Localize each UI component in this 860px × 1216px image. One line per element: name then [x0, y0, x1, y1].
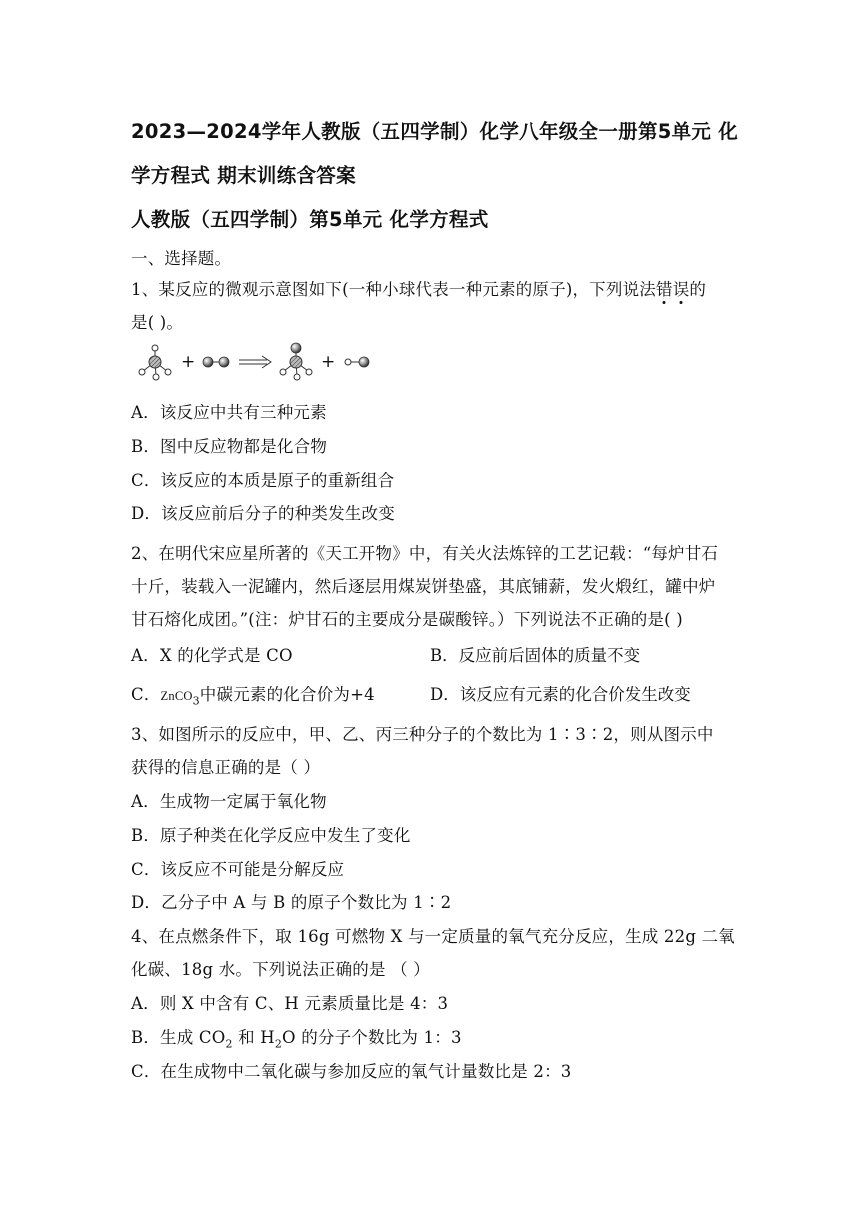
- q2-option-c-subscript: 3: [192, 694, 200, 708]
- q1-option-c: C．该反应的本质是原子的重新组合: [131, 471, 395, 490]
- reaction-diagram: [131, 340, 391, 384]
- q4-stem-line-2: 化碳、18g 水。下列说法正确的是 （ ）: [131, 960, 430, 979]
- section-heading: 一、选择题。: [131, 249, 232, 268]
- q2-option-b: B．反应前后固体的质量不变: [430, 646, 641, 665]
- q1-emphasis-char-2: 误: [672, 280, 690, 299]
- q1-stem-line-1: [131, 276, 706, 300]
- q4-option-b-text-3: O 的分子个数比为 1：3: [282, 1028, 462, 1047]
- q1-option-d: D．该反应前后分子的种类发生改变: [131, 504, 395, 523]
- q2-stem-line-1: 2、在明代宋应星所著的《天工开物》中，有关火法炼锌的工艺记载：“每炉甘石: [131, 544, 719, 563]
- q1-emphasis-char-1: 错: [655, 280, 673, 299]
- q2-stem-line-3: 甘石熔化成团。”(注：炉甘石的主要成分是碳酸锌。）下列说法不正确的是( ): [131, 610, 683, 629]
- product-molecule-1: [280, 343, 312, 380]
- q2-option-c-text: 中碳元素的化合价为+4: [199, 685, 375, 704]
- q3-option-a: A．生成物一定属于氧化物: [131, 792, 327, 811]
- q2-option-c: [131, 681, 375, 707]
- plus-sign-2: +: [321, 352, 336, 372]
- q4-option-a: A．则 X 中含有 C、H 元素质量比是 4：3: [131, 994, 449, 1013]
- q4-option-c: C．在生成物中二氧化碳与参加反应的氧气计量数比是 2：3: [131, 1062, 572, 1081]
- document-subtitle: 人教版（五四学制）第5单元 化学方程式: [131, 208, 489, 231]
- q4-option-b-sub-2: 2: [274, 1037, 283, 1051]
- reactant-molecule-1: [139, 345, 171, 380]
- product-molecule-2: [345, 357, 369, 367]
- q2-stem-line-2: 十斤，装载入一泥罐内，然后逐层用煤炭饼垫盛，其底铺薪，发火煅红，罐中炉: [131, 577, 716, 596]
- q4-option-b-text-2: 和 H: [232, 1028, 275, 1047]
- reaction-arrow: [239, 356, 271, 368]
- q1-stem-end: 的: [689, 280, 707, 299]
- q3-option-d: D．乙分子中 A 与 B 的原子个数比为 1∶2: [131, 893, 452, 912]
- q1-stem-text: 1、某反应的微观示意图如下(一种小球代表一种元素的原子)，下列说法: [131, 280, 656, 299]
- q4-option-b-text-1: B．生成 CO: [131, 1028, 226, 1047]
- q3-option-b: B．原子种类在化学反应中发生了变化: [131, 826, 411, 845]
- q3-option-c: C．该反应不可能是分解反应: [131, 860, 345, 879]
- q4-option-b: [131, 1024, 462, 1050]
- q3-stem-line-2: 获得的信息正确的是（ ）: [131, 758, 321, 777]
- plus-sign-1: +: [181, 352, 196, 372]
- q3-stem-line-1: 3、如图所示的反应中，甲、乙、丙三种分子的个数比为 1∶3∶2，则从图示中: [131, 725, 714, 744]
- q2-option-d: D．该反应有元素的化合价发生改变: [430, 685, 691, 704]
- q1-option-b: B．图中反应物都是化合物: [131, 437, 328, 456]
- q2-option-a: A．X 的化学式是 CO: [131, 646, 293, 665]
- q1-option-a: A．该反应中共有三种元素: [131, 403, 327, 422]
- q2-option-c-formula: ZnCO: [160, 689, 193, 703]
- q4-stem-line-1: 4、在点燃条件下，取 16g 可燃物 X 与一定质量的氧气充分反应，生成 22g 二氧: [131, 927, 735, 946]
- reactant-molecule-2: [203, 357, 229, 367]
- document-title-line-2: 学方程式 期末训练含答案: [131, 164, 356, 187]
- document-title-line-1: 2023—2024学年人教版（五四学制）化学八年级全一册第5单元 化: [131, 120, 739, 143]
- q4-option-b-sub-1: 2: [225, 1037, 233, 1051]
- q2-option-c-prefix: C．: [131, 685, 161, 704]
- q1-stem-line-2: 是( )。: [131, 313, 184, 332]
